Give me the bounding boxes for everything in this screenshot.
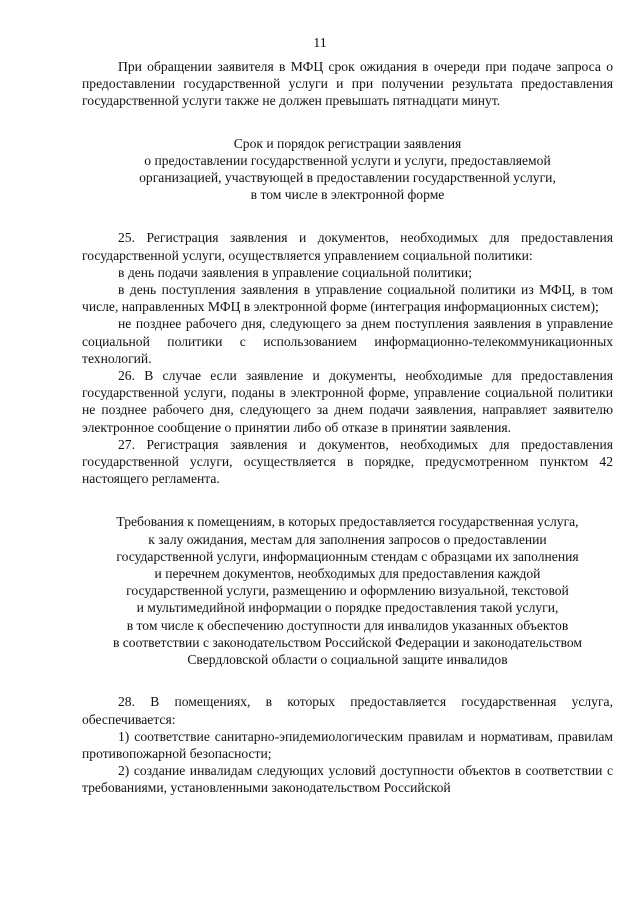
heading-line: в том числе в электронной форме bbox=[250, 187, 445, 203]
section-heading-registration bbox=[82, 135, 613, 204]
heading-line: в соответствии с законодательством Российской Федерации и законодательством bbox=[112, 634, 583, 650]
heading-line: государственной услуги, размещению и оформлению визуальной, текстовой bbox=[126, 583, 569, 599]
paragraph-27: 27. Регистрация заявления и документов, необходимых для предоставления государственной услуги, осуществляется в порядке, предусмотренном пунктом 42 настоящего регламента. bbox=[82, 436, 613, 487]
heading-line: Срок и порядок регистрации заявления bbox=[233, 135, 462, 151]
heading-line: к залу ожидания, местам для заполнения запросов о предоставлении bbox=[148, 531, 547, 547]
heading-line: Требования к помещениям, в которых предоставляется государственная услуга, bbox=[116, 514, 579, 530]
heading-line: государственной услуги, информационным стендам с образцами их заполнения bbox=[116, 548, 579, 564]
paragraph-queue-time: При обращении заявителя в МФЦ срок ожидания в очереди при подаче запроса о предоставлении государственной услуги и при получении результата предоставления государственной услуги также не должен превышать пятнадцати минут. bbox=[82, 59, 613, 109]
paragraph-25-item-1: в день подачи заявления в управление социальной политики; bbox=[118, 264, 472, 280]
heading-line: о предоставлении государственной услуги и услуги, предоставляемой bbox=[144, 152, 551, 168]
page-number: 11 bbox=[313, 36, 327, 51]
paragraph-28-item-2: 2) создание инвалидам следующих условий доступности объектов в соответствии с требованиями, установленными законодательством Российской bbox=[82, 763, 613, 796]
heading-line: и мультимедийной информации о порядке предоставления такой услуги, bbox=[136, 600, 559, 616]
paragraph-25: 25. Регистрация заявления и документов, необходимых для предоставления государственной услуги, осуществляется управлением социальной политики: bbox=[82, 230, 613, 263]
heading-line: и перечнем документов, необходимых для предоставления каждой bbox=[154, 566, 541, 582]
section-heading-premises bbox=[82, 513, 613, 668]
heading-line: Свердловской области о социальной защите инвалидов bbox=[187, 652, 508, 668]
paragraph-28-item-1: 1) соответствие санитарно-эпидемиологическим правилам и нормативам, правилам противопожарной безопасности; bbox=[82, 728, 613, 761]
paragraph-28: 28. В помещениях, в которых предоставляется государственная услуга, обеспечивается: bbox=[82, 694, 613, 727]
paragraph-26: 26. В случае если заявление и документы, необходимые для предоставления государственной услуги, поданы в электронной форме, управление социальной политики не позднее рабочего дня, следующего за днем подачи заявления, направляет заявителю электронное сообщение о принятии либо об отказе в принятии заявления. bbox=[82, 368, 613, 435]
paragraph-25-item-2: в день поступления заявления в управление социальной политики из МФЦ, в том числе, направленных МФЦ в электронной форме (интеграция информационных систем); bbox=[82, 282, 613, 315]
paragraph-25-item-3: не позднее рабочего дня, следующего за днем поступления заявления в управление социальной политики с использованием информационно-телекоммуникационных технологий. bbox=[82, 316, 613, 366]
heading-line: в том числе к обеспечению доступности для инвалидов указанных объектов bbox=[126, 617, 569, 633]
document-body bbox=[82, 58, 613, 797]
heading-line: организацией, участвующей в предоставлении государственной услуги, bbox=[139, 170, 556, 186]
